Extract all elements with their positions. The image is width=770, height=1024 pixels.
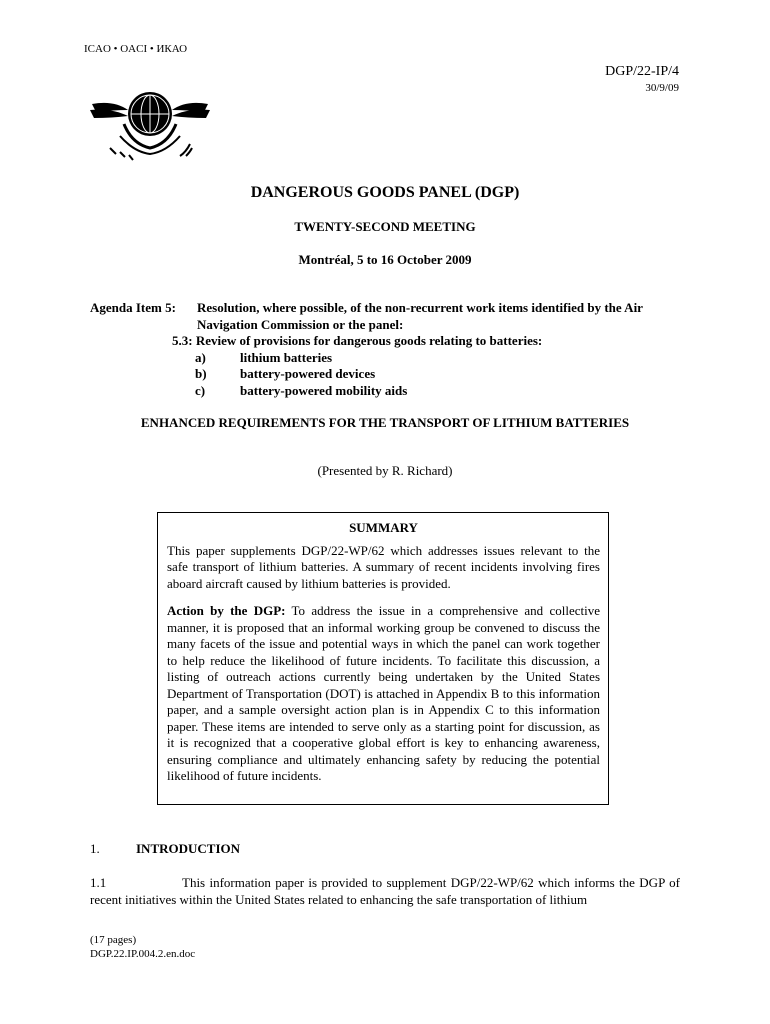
icao-emblem-icon [84,43,216,172]
agenda-point-label: c) [195,382,206,398]
action-text: To address the issue in a comprehensive and collective manner, it is proposed that an informal working group be convened to discuss the many facets of the issue and potential ways in which the panel can work together to help reduce the likelihood of future incidents. To facilitate this discussion, a listing of outreach actions currently being undertaken by the United States Department of Transportation (DOT) is attached in Appendix B to this information paper, and a sample oversight action plan is in Appendix C to this information paper. These items are intended to serve only as a starting point for discussion, as it is recognized that a cooperative global effort is key to enhancing awareness, ensuring compliance and ultimately enhancing safety by reducing the potential likelihood of future incidents. [167,603,600,783]
document-reference [605,64,679,95]
agenda-point-label: a) [195,349,206,365]
agenda-point-text: lithium batteries [240,349,333,365]
paper-title: ENHANCED REQUIREMENTS FOR THE TRANSPORT OF LITHIUM BATTERIES [140,415,630,430]
footer [90,933,195,961]
panel-title: DANGEROUS GOODS PANEL (DGP) [250,184,520,201]
file-name: DGP.22.IP.004.2.en.doc [90,948,196,960]
section-number: 1. [90,841,100,856]
action-label: Action by the DGP: [167,603,286,618]
paragraph-text: This information paper is provided to supplement DGP/22-WP/62 which informs the DGP of recent initiatives within the United States related to enhancing the safe transportation of lithium [90,875,680,907]
paragraph-number: 1.1 [90,875,107,890]
action-paragraph [167,603,600,785]
agenda-point-text: battery-powered devices [240,366,376,381]
icao-logo [84,43,216,172]
summary-box [157,512,609,805]
document-date: 30/9/09 [645,82,679,94]
agenda-line-1: Resolution, where possible, of the non-recurrent work items identified by the Air [197,300,643,315]
logo-lettering: ICAO • OACI • ИКАО [84,43,188,55]
summary-paragraph: This paper supplements DGP/22-WP/62 which addresses issues relevant to the safe transport of lithium batteries. A summary of recent incidents involving fires aboard aircraft caused by lithium batteries is provided. [167,542,600,591]
intro-paragraph [90,875,680,908]
agenda-point-label: b) [195,366,207,381]
agenda-sub-item: 5.3: Review of provisions for dangerous goods relating to batteries: [172,333,543,348]
section-title: INTRODUCTION [136,841,241,856]
agenda-label: Agenda Item 5: [90,300,176,315]
page-count: (17 pages) [90,934,137,946]
agenda-block [90,300,690,399]
summary-heading: SUMMARY [349,520,418,535]
meeting-title: TWENTY-SECOND MEETING [294,219,476,234]
meeting-venue: Montréal, 5 to 16 October 2009 [298,252,472,267]
presented-by: (Presented by R. Richard) [317,463,453,478]
document-code: DGP/22-IP/4 [605,64,679,79]
agenda-point-text: battery-powered mobility aids [240,382,408,398]
agenda-line-2: Navigation Commission or the panel: [197,316,404,332]
